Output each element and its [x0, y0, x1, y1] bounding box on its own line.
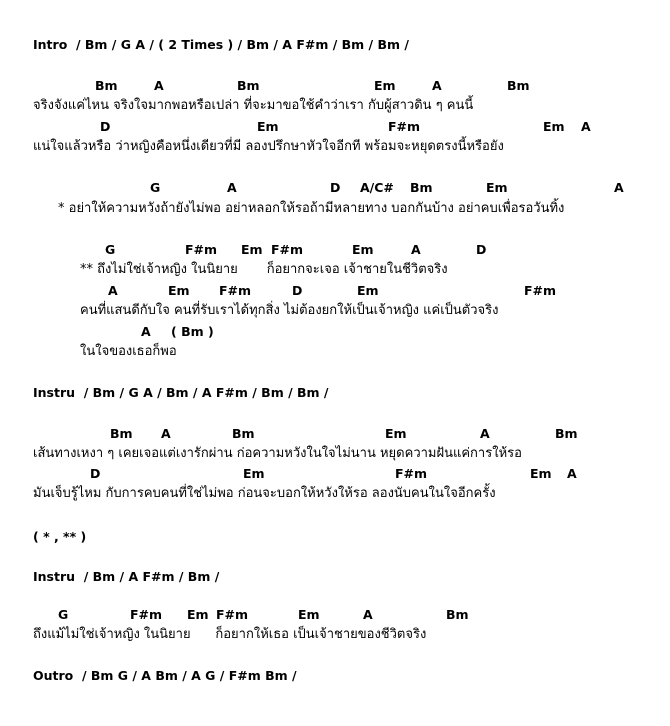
chord: Bm: [237, 78, 260, 93]
chord: F#m: [216, 607, 249, 622]
chord: A: [363, 607, 373, 622]
chord: A: [227, 180, 237, 195]
chord: G: [58, 607, 69, 622]
chord: Em: [486, 180, 508, 195]
chord: F#m: [219, 283, 252, 298]
chord: Bm: [410, 180, 433, 195]
lyric-line: ในใจของเธอก็พอ: [80, 344, 177, 359]
chord: A: [154, 78, 164, 93]
chord: Em: [543, 119, 565, 134]
chord: A/C#: [360, 180, 394, 195]
chord: Bm: [555, 426, 578, 441]
chord: Em: [530, 466, 552, 481]
chord: Em: [298, 607, 320, 622]
intro-line: Intro / Bm / G A / ( 2 Times ) / Bm / A F#m / Bm / Bm /: [33, 37, 409, 52]
chord: A: [432, 78, 442, 93]
chord: A: [480, 426, 490, 441]
chord: F#m: [185, 242, 218, 257]
chord: Bm: [95, 78, 118, 93]
chord: A: [614, 180, 624, 195]
chord: G: [150, 180, 161, 195]
chord: Bm: [232, 426, 255, 441]
chord: ( Bm ): [171, 324, 214, 339]
chord: F#m: [130, 607, 163, 622]
chord: A: [581, 119, 591, 134]
lyric-line: เส้นทางเหงา ๆ เคยเจอแต่เงารักผ่าน ก่อความหวังในใจไม่นาน หยุดความฝันแค่การให้รอ: [33, 446, 522, 461]
chord: Em: [385, 426, 407, 441]
chord: G: [105, 242, 116, 257]
chord: Em: [357, 283, 379, 298]
chord: Em: [187, 607, 209, 622]
chord: A: [567, 466, 577, 481]
chord: A: [161, 426, 171, 441]
chord: Em: [241, 242, 263, 257]
lyric-line: จริงจังแค่ไหน จริงใจมากพอหรือเปล่า ที่จะมาขอใช้คำว่าเรา กับผู้สาวดิน ๆ คนนี้: [33, 98, 474, 113]
chord: A: [411, 242, 421, 257]
lyric-line: แน่ใจแล้วหรือ ว่าหญิงคือหนึ่งเดียวที่มี ลองปรึกษาหัวใจอีกที พร้อมจะหยุดตรงนี้หรือยัง: [33, 139, 504, 154]
chord: Em: [257, 119, 279, 134]
lyric-line: ถึงแม้ไม่ใช่เจ้าหญิง ในนิยาย ก็อยากให้เธอ เป็นเจ้าชายของชีวิตจริง: [33, 627, 427, 642]
chord: Em: [243, 466, 265, 481]
chord: F#m: [395, 466, 428, 481]
lyric-line: ** ถึงไม่ใช่เจ้าหญิง ในนิยาย ก็อยากจะเจอ เจ้าชายในชีวิตจริง: [80, 262, 448, 277]
repeat-marker: ( * , ** ): [33, 529, 87, 544]
outro-line: Outro / Bm G / A Bm / A G / F#m Bm /: [33, 668, 297, 683]
chord: D: [330, 180, 341, 195]
chord: D: [476, 242, 487, 257]
chord: F#m: [388, 119, 421, 134]
chord: A: [108, 283, 118, 298]
lyric-line: คนที่แสนดีกับใจ คนที่รับเราได้ทุกสิ่ง ไม่ต้องยกให้เป็นเจ้าหญิง แค่เป็นตัวจริง: [80, 303, 499, 318]
chord: D: [90, 466, 101, 481]
chord: D: [292, 283, 303, 298]
chord: D: [100, 119, 111, 134]
chord: Em: [168, 283, 190, 298]
lyric-line: * อย่าให้ความหวังถ้ายังไม่พอ อย่าหลอกให้รอถ้ามีหลายทาง บอกกันบ้าง อย่าคบเพื่อรอวันทิ้ง: [58, 201, 565, 216]
lyric-line: มันเจ็บรู้ไหม กับการคบคนที่ใช่ไม่พอ ก่อนจะบอกให้หวังให้รอ ลองนับคนในใจอีกครั้ง: [33, 486, 496, 501]
chord: A: [141, 324, 151, 339]
chord: Bm: [446, 607, 469, 622]
chord: F#m: [271, 242, 304, 257]
instru-line: Instru / Bm / G A / Bm / A F#m / Bm / Bm /: [33, 385, 329, 400]
chord: Bm: [507, 78, 530, 93]
chord: Em: [374, 78, 396, 93]
chord: Em: [352, 242, 374, 257]
chord: F#m: [524, 283, 557, 298]
chord: Bm: [110, 426, 133, 441]
instru-line: Instru / Bm / A F#m / Bm /: [33, 569, 220, 584]
